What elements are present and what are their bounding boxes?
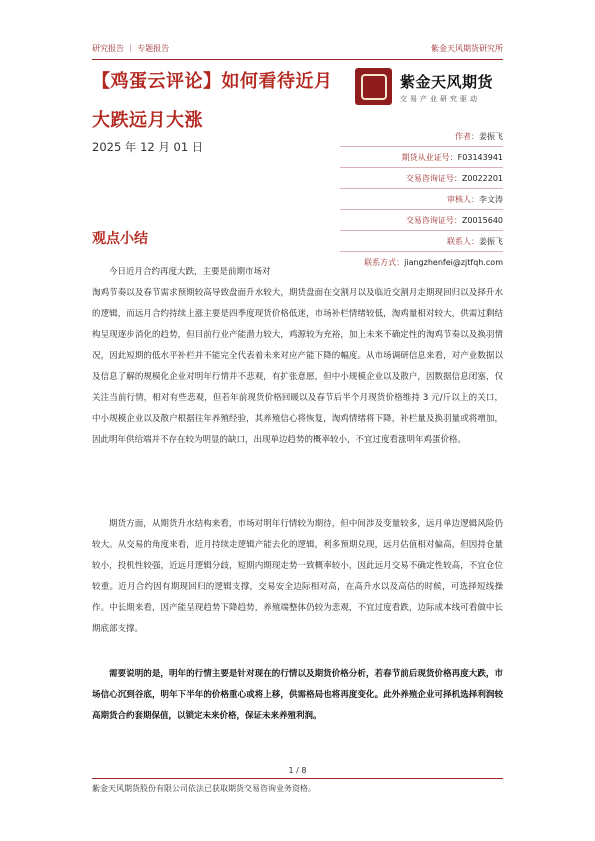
report-title-line-1: 【鸡蛋云评论】如何看待近月 bbox=[92, 71, 333, 92]
trading-cert-line bbox=[406, 173, 503, 184]
futures-cert-label: 期货从业证号： bbox=[401, 153, 458, 162]
email-address[interactable]: jiangzhenfei@zjtfqh.com bbox=[404, 258, 503, 267]
email-label: 联系方式： bbox=[364, 258, 405, 267]
author-line bbox=[455, 131, 503, 142]
paragraph-3-highlight: 需要说明的是，明年的行情主要是针对现在的行情以及期货价格分析，若春节前后现货价格再度大跌，市场信心沉到谷底，明年下半年的价格重心或将上移，供需格局也将再度变化。此外养殖企业可择机选择利润较高期货合约套期保值，以锁定未来价格，保证未来养殖利润。 bbox=[92, 669, 503, 721]
report-date: 2025 年 12 月 01 日 bbox=[92, 140, 204, 154]
company-logo-subtitle: 交易产业研究驱动 bbox=[400, 95, 480, 103]
author-name: 姜振飞 bbox=[479, 132, 503, 141]
reviewer-cert-label: 交易咨询证号： bbox=[405, 216, 462, 225]
footer-divider bbox=[92, 778, 503, 779]
futures-cert-number: F03143941 bbox=[457, 153, 503, 162]
contact-name: 姜振飞 bbox=[479, 237, 503, 246]
reviewer-name: 李文涛 bbox=[479, 195, 503, 204]
footer-disclaimer: 紫金天风期货股份有限公司依法已获取期货交易咨询业务资格。 bbox=[92, 784, 316, 793]
futures-cert-line bbox=[402, 152, 503, 163]
info-divider bbox=[340, 209, 503, 210]
reviewer-line bbox=[447, 194, 503, 205]
info-divider bbox=[340, 230, 503, 231]
header-institute: 紫金天风期货研究所 bbox=[431, 44, 503, 53]
trading-cert-number: Z0022201 bbox=[461, 174, 503, 183]
header-divider bbox=[92, 59, 503, 60]
header-report-type: 研究报告 ｜ 专题报告 bbox=[92, 44, 170, 53]
info-divider bbox=[340, 251, 503, 252]
info-divider bbox=[340, 188, 503, 189]
company-logo-icon bbox=[355, 68, 392, 105]
reviewer-cert-line bbox=[406, 215, 503, 226]
author-label: 作者： bbox=[455, 132, 479, 141]
contact-line bbox=[447, 236, 503, 247]
page-number: 1 / 8 bbox=[288, 766, 307, 775]
reviewer-label: 审核人： bbox=[447, 195, 479, 204]
info-divider bbox=[340, 146, 503, 147]
paragraph-2: 期货方面，从期货升水结构来看，市场对明年行情较为期待，但中间涉及变量较多，远月单边逻辑风险仍较大。从交易的角度来看，近月持续走逻辑产能去化的逻辑，利多预期兑现，远月估值相对偏高，但因持仓量较小，投机性较强，近远月逻辑分歧，短期内期现走势一致概率较小，因此远月交易不确定性较高，不宜仓位较重。近月合约因有期现回归的逻辑支撑，交易安全边际相对高，在高升水以及高估的时候，可选择短线操作。中长期来看，因产能呈现趋势下降趋势，养殖端整体仍较为悲观，不宜过度看跌，边际成本线可看做中长期底部支撑。 bbox=[92, 519, 503, 634]
email-line bbox=[364, 257, 503, 268]
paragraph-1-body: 淘鸡节奏以及春节需求预期较高导致盘面升水较大，期货盘面在交割月以及临近交割月走期现回归以及择升水的逻辑，而远月合约持续上涨主要是四季度现货价格低迷，市场补栏情绪较低，淘鸡量相对较大，供需过剩结构呈现逐步消化的趋势，但目前行业产能潜力较大，鸡源较为充裕，加上未来不确定性的淘鸡节奏以及换羽情况，因此短期的低水平补栏并不能完全代表着未来对应产能下降的幅度。从市场调研信息来看，对产业数据以及信息了解的规模化企业对明年行情并不悲观，有扩张意愿，但中小规模企业以及散户，因数据信息闭塞，仅关注当前行情，相对有些悲观，但若年前现货价格回暖以及春节后半个月现货价格维持 3 元/斤以上的关口，中小规模企业以及散户根据往年养殖经验，其养殖信心将恢复，淘鸡情绪将下降，补栏量及换羽量或将增加，因此明年供给端并不存在较为明显的缺口，出现单边趋势的概率较小，不宜过度看涨明年鸡蛋价格。 bbox=[92, 288, 503, 445]
info-divider bbox=[340, 167, 503, 168]
report-title-line-2: 大跌远月大涨 bbox=[92, 110, 203, 131]
reviewer-cert-number: Z0015640 bbox=[461, 216, 503, 225]
paragraph-1-first-line: 今日近月合约再度大跌，主要是前期市场对 bbox=[109, 267, 271, 277]
section-title: 观点小结 bbox=[92, 231, 148, 247]
trading-cert-label: 交易咨询证号： bbox=[405, 174, 462, 183]
company-logo-name: 紫金天风期货 bbox=[400, 73, 494, 91]
contact-label: 联系人： bbox=[447, 237, 479, 246]
